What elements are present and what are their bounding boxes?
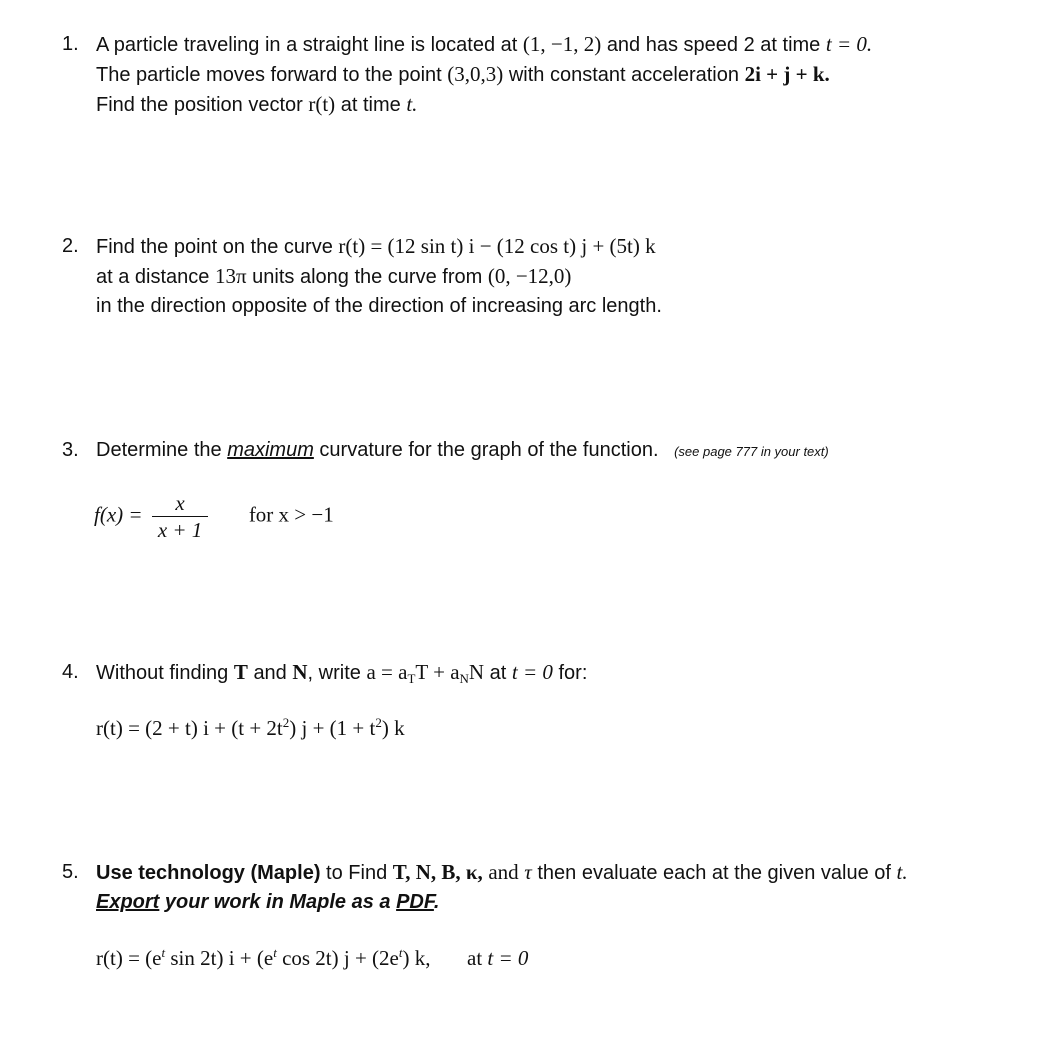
text: at	[467, 946, 483, 970]
superscript: t	[161, 945, 166, 960]
text: to Find	[326, 862, 388, 884]
eq-part: N	[468, 660, 485, 684]
problem-3-function	[94, 490, 334, 543]
emphasis: maximum	[227, 439, 314, 461]
eq-part: T + a	[415, 660, 460, 684]
problem-number: 5.	[62, 861, 79, 883]
math-N: N	[292, 660, 308, 684]
problem-3	[62, 436, 1022, 466]
text: units along the curve from	[252, 266, 483, 288]
text: for:	[558, 662, 588, 684]
math-T: T	[233, 660, 248, 684]
text: your work in Maple as a	[164, 891, 391, 913]
problem-number: 3.	[62, 439, 79, 461]
problem-5-line-1	[96, 858, 1022, 888]
text: and has speed 2 at time	[606, 34, 821, 56]
problem-5-formula	[96, 944, 528, 973]
math-time: t = 0.	[825, 32, 873, 56]
text: A particle traveling in a straight line is located at	[96, 34, 518, 56]
text: at	[489, 662, 507, 684]
problem-number: 4.	[62, 661, 79, 683]
formula-part: cos 2t) j + (2e	[276, 946, 399, 970]
math-time: t = 0	[511, 660, 553, 684]
problem-4-formula	[96, 714, 405, 743]
problem-1	[62, 30, 1022, 120]
problem-5-line-2	[96, 888, 1022, 917]
problem-1-line-2	[96, 60, 1022, 90]
export-emphasis: Export	[96, 891, 160, 913]
problem-2-line-3: in the direction opposite of the direction of increasing arc length.	[96, 295, 662, 317]
formula-part: ) k,	[402, 946, 431, 970]
superscript: t	[273, 945, 277, 960]
math-symbols: T, N, B, κ,	[392, 860, 483, 884]
bold-instruction: Use technology (Maple)	[96, 862, 321, 884]
formula-part: r(t) = (e	[96, 946, 162, 970]
function-lhs: f(x) =	[94, 502, 143, 527]
problem-2-line-2	[96, 262, 1022, 292]
subscript-T: T	[407, 671, 416, 686]
math-acceleration: 2i + j + k.	[744, 62, 830, 86]
text: with constant acceleration	[508, 64, 739, 86]
text: .	[433, 891, 440, 913]
superscript: 2	[375, 715, 382, 730]
formula-part: r(t) = (2 + t) i + (t + 2t	[96, 716, 283, 740]
problem-number: 2.	[62, 235, 79, 257]
text: and	[253, 662, 287, 684]
math-tau: τ	[524, 860, 532, 884]
problem-1-line-3	[96, 90, 1022, 120]
math-curve: r(t) = (12 sin t) i − (12 cos t) j + (5t) k	[338, 234, 656, 258]
problem-5	[62, 858, 1022, 917]
text: Find the point on the curve	[96, 236, 333, 258]
text: curvature for the graph of the function.	[319, 439, 659, 461]
pdf-emphasis: PDF	[396, 891, 434, 913]
math-variable: t.	[896, 860, 908, 884]
math-distance: 13π	[214, 264, 247, 288]
fraction	[152, 490, 209, 543]
superscript: t	[398, 945, 403, 960]
text: Find the position vector	[96, 94, 303, 116]
problem-number: 1.	[62, 33, 79, 55]
problem-4	[62, 658, 1022, 688]
text: Determine the	[96, 439, 222, 461]
text: , write	[307, 662, 361, 684]
text: The particle moves forward to the point	[96, 64, 442, 86]
math-point: (0, −12,0)	[487, 264, 572, 288]
problem-3-line-1	[96, 436, 1022, 466]
text: at a distance	[96, 266, 210, 288]
domain-condition: for x > −1	[248, 502, 334, 527]
problem-2-line-1	[96, 232, 1022, 262]
problem-4-line-1	[96, 658, 1022, 688]
math-variable: t.	[406, 92, 418, 116]
fraction-denominator: x + 1	[157, 518, 203, 542]
superscript: 2	[282, 715, 290, 730]
eq-part: a = a	[366, 660, 408, 684]
page-note: (see page 777 in your text)	[674, 444, 829, 459]
math-acceleration-decomposition	[366, 660, 484, 684]
formula-part: sin 2t) i + (e	[165, 946, 274, 970]
problem-2	[62, 232, 1022, 321]
fraction-numerator: x	[152, 490, 209, 517]
formula-part: ) j + (1 + t	[289, 716, 376, 740]
math-point: (1, −1, 2)	[522, 32, 602, 56]
formula-part: ) k	[381, 716, 405, 740]
subscript-N: N	[459, 671, 469, 686]
text: Without finding	[96, 662, 229, 684]
math-time: t = 0	[487, 946, 529, 970]
text: and	[488, 860, 519, 884]
math-position-vector: r(t)	[308, 92, 336, 116]
text: then evaluate each at the given value of	[537, 862, 891, 884]
math-point: (3,0,3)	[447, 62, 504, 86]
text: at time	[340, 94, 401, 116]
problem-1-line-1	[96, 30, 1022, 60]
